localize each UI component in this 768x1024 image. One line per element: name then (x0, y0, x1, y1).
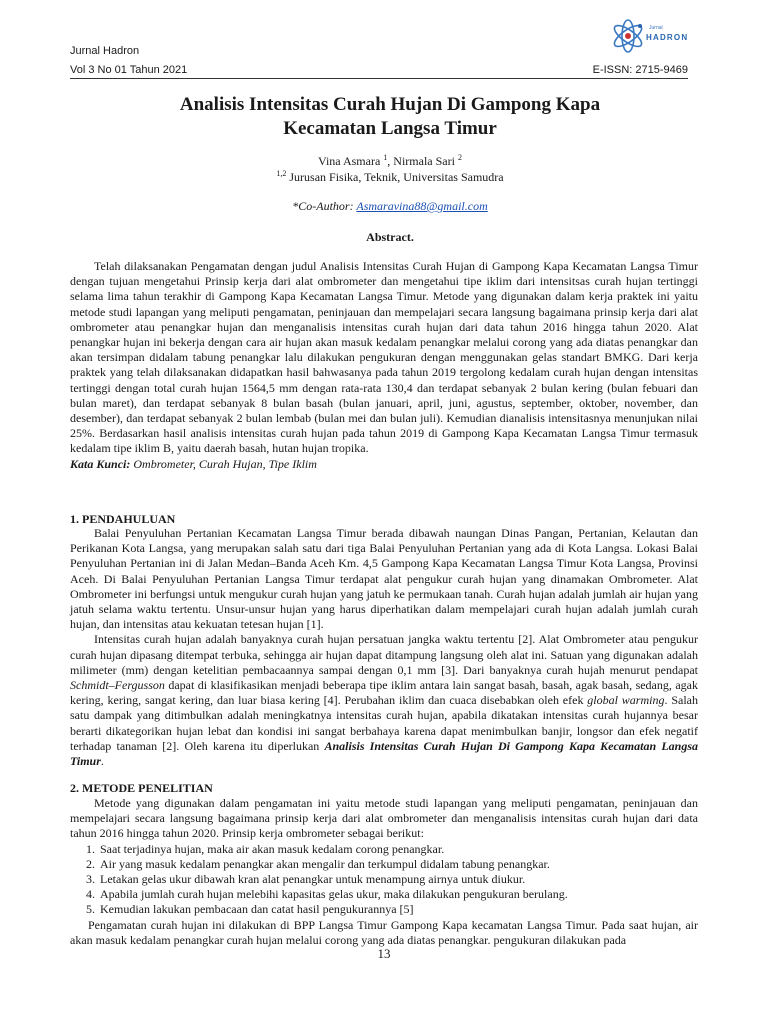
section-1-paragraph-2 (70, 632, 698, 769)
section-1-heading: 1. PENDAHULUAN (70, 512, 176, 526)
section-2-intro: Metode yang digunakan dalam pengamatan ini yaitu metode studi lapangan yang meliputi pengamatan, peninjauan dan mempelajari secara langsung bagaimana prinsip kerja dari alat ombrometer dan menganalisis intensitas curah hujan dari data tahun 2016 hingga tahun 2020. Prinsip kerja ombrometer sebagai berikut: (70, 796, 698, 841)
coauthor-line (80, 199, 700, 214)
page-number: 13 (377, 946, 391, 961)
author-email-link[interactable]: Asmaravina88@gmail.com (356, 199, 488, 213)
keywords-line (70, 457, 698, 472)
author-separator: , (387, 154, 394, 168)
list-item: 3. Letakan gelas ukur dibawah kran alat penangkar untuk menampung airnya untuk diukur. (98, 872, 698, 887)
author-2: Nirmala Sari (393, 154, 458, 168)
issn: E-ISSN: 2715-9469 (592, 64, 688, 76)
logo-caption: Jurnal (649, 25, 663, 31)
p2-text-c: . Salah satu dampak yang ditimbulkan adalah meningkatnya intensitas curah hujan, apabila dikatakan intensitas curah hujannya besar berarti dikategorikan hujan lebat dan kondisi ini sangat berbahaya karena dapat menimbulkan banjir, longsor dan efek negatif terhadap tanaman [2]. Oleh karena itu diperlukan (70, 693, 698, 753)
volume-info: Vol 3 No 01 Tahun 2021 (70, 64, 188, 76)
section-2-heading: 2. METODE PENELITIAN (70, 781, 213, 795)
list-item: 2. Air yang masuk kedalam penangkar akan mengalir dan terkumpul didalam tabung penangkar. (98, 857, 698, 872)
keywords: Ombrometer, Curah Hujan, Tipe Iklim (130, 456, 317, 471)
p2-bold-title: Analisis Intensitas Curah Hujan Di Gampong Kapa Kecamatan Langsa Timur (70, 738, 699, 769)
list-item: 4. Apabila jumlah curah hujan melebihi kapasitas gelas ukur, maka dilakukan pengukuran berulang. (98, 887, 698, 902)
journal-header (70, 44, 187, 77)
section-2-outro: Pengamatan curah hujan ini dilakukan di BPP Langsa Timur Gampong Kapa kecamatan Langsa Timur. Pada saat hujan, air akan masuk kedalam penangkar curah hujan melalui corong yang ada diatas penangkar. pengukuran dilakukan pada (70, 917, 698, 947)
paper-title (80, 93, 700, 141)
affiliation-sup: 1,2 (276, 169, 287, 178)
coauthor-label: *Co-Author: (292, 199, 357, 213)
ombrometer-steps-list (70, 842, 698, 918)
author-2-sup: 2 (457, 153, 462, 162)
section-2-body (70, 796, 698, 948)
title-line-1: Analisis Intensitas Curah Hujan Di Gampong Kapa (179, 94, 601, 115)
abstract-body (70, 259, 698, 472)
section-1-body (70, 526, 698, 769)
affiliation-line (80, 169, 700, 185)
header-divider (70, 78, 688, 79)
journal-name: Jurnal Hadron (70, 45, 140, 57)
p2-text-d: . (100, 754, 104, 769)
p2-text-a: Intensitas curah hujan adalah banyaknya curah hujan persatuan jangka waktu tertentu [2]. Alat Ombrometer atau pengukur curah hujan dipasang ditempat terbuka, sehingga air hujan dapat ditampung langsung oleh alat ini. Satuan yang digunakan adalah milimeter (mm) dengan ketelitian pembacaannya sampai dengan 0,1 mm [3]. Dari banyaknya curah hujah menurut pendapat (70, 632, 698, 677)
affiliation: Jurusan Fisika, Teknik, Universitas Samudra (286, 170, 504, 184)
author-1: Vina Asmara (318, 154, 384, 168)
p2-italic-term-1: Schmidt–Fergusson (70, 678, 165, 693)
abstract-heading: Abstract. (366, 230, 414, 244)
logo-wordmark: HADRON (646, 33, 689, 42)
title-line-2: Kecamatan Langsa Timur (283, 118, 497, 139)
list-item: 5. Kemudian lakukan pembacaan dan catat hasil pengukurannya [5] (98, 902, 698, 917)
section-1-paragraph-1: Balai Penyuluhan Pertanian Kecamatan Langsa Timur berada dibawah naungan Dinas Pangan, Pertanian, Kelautan dan Perikanan Kota Langsa, yang merupakan salah satu dari tiga Balai Penyuluhan Pertanian yang ada di Kota Langsa. Lokasi Balai Penyuluhan Pertanian ini di Jalan Medan–Banda Aceh Km. 4,5 Gampong Kapa Kecamatan Langsa Timur Kota Langsa, Provinsi Aceh. Di Balai Penyuluhan Pertanian Langsa Timur terdapat alat pengukur curah hujan yang dinamakan Ombrometer. Alat Ombrometer ini berfungsi untuk mengukur curah hujan yang jatuh ke permukaan tanah. Curah hujan adalah jumlah air hujan yang jatuh selama waktu tertentu. Unsur-unsur hujan yang harus diperhatikan dalam mempelajari curah hujan adalah jumlah curah hujan, dan intensitas atau kekuatan tetesan hujan [1]. (70, 526, 698, 632)
author-1-sup: 1 (383, 153, 388, 162)
p2-text-b: dapat di klasifikasikan menjadi beberapa tipe iklim antara lain sangat basah, basah, agak basah, sedang, agak kering, kering, sangat kering, dan luar biasa kering [4]. Perubahan iklim dan cuaca disebabkan oleh efek (70, 678, 698, 708)
keywords-label: Kata Kunci: (70, 456, 131, 471)
list-item: 1. Saat terjadinya hujan, maka air akan masuk kedalam corong penangkar. (98, 842, 698, 857)
p2-italic-term-2: global warming (587, 693, 665, 708)
abstract-text: Telah dilaksanakan Pengamatan dengan judul Analisis Intensitas Curah Hujan di Gampong Kapa Kecamatan Langsa Timur dengan tujuan mengetahui Prinsip kerja dari alat ombrometer dan mengetahui tipe iklim dari intensitsas curah hujan tertinggi selama lima tahun terakhir di Gampong Kapa Kecamatan Langsa Timur. Metode yang digunakan dalam kerja praktek ini yaitu metode studi lapangan yang meliputi pengamatan, peninjauan dan mempelajari secara langsung bagaimana prinsip kerja dari alat ombrometer atau penangkar hujan dan menganalisis intensitas curah hujan dari data tahun 2016 hingga tahun 2020. Alat penangkar hujan ini bekerja dengan cara air hujan akan masuk kedalam penangkar melalui corong yang ada diatas penangkar dan akan tersimpan didalam tabung penangkar lalu dilakukan pengukuran dengan menggunakan gelas standart BMKG. Dari kerja praktek yang telah dilaksanakan didapatkan hasil bahwasanya pada tahun 2019 tergolong kedalam curah hujan dengan intensitas tertinggi dengan total curah hujan 1564,5 mm dengan rata-rata 130,4 dan terdapat sebanyak 2 bulan kering (bulan febuari dan bulan maret), dan terdapat sebanyak 8 bulan basah (bulan januari, april, juni, agustus, september, oktober, november, dan desember), dan terdapat sebanyak 2 bulan lembab (bulan mei dan bulan juli). Kemudian dianalisis intensitasnya menunjukan nilai 25%. Berdasarkan hasil analisis intensitas curah hujan pada tahun 2019 di Gampong Kapa Kecamatan Langsa Timur termasuk kedalam tipe iklim B, yaitu daerah basah, hutan hujan tropika. (70, 259, 698, 456)
authors-line (80, 153, 700, 169)
